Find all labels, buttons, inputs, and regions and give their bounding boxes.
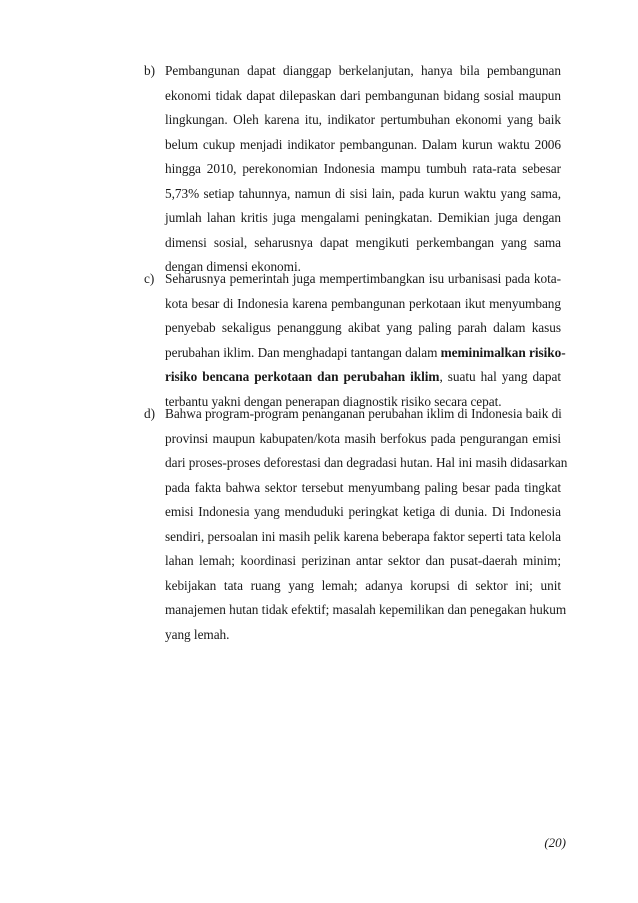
text-line: jumlah lahan kritis juga mengalami peningkatan. Demikian juga dengan (165, 210, 561, 225)
text-line: provinsi maupun kabupaten/kota masih berfokus pada pengurangan emisi (165, 430, 561, 446)
list-marker: b) (144, 63, 156, 78)
text-line: hingga 2010, perekonomian Indonesia mampu tumbuh rata-rata sebesar (165, 161, 561, 176)
text-line: pada fakta bahwa sektor tersebut menyumbang paling besar pada tingkat (165, 479, 561, 495)
text-line (165, 365, 561, 390)
text-line: dengan dimensi ekonomi. (165, 259, 301, 274)
page-number: (20) (544, 835, 566, 850)
text-line: dimensi sosial, seharusnya dapat mengikuti perkembangan yang sama (165, 234, 561, 250)
text-line: Pembangunan dapat dianggap berkelanjutan, hanya bila pembangunan (165, 63, 561, 78)
text-line: manajemen hutan tidak efektif; masalah kepemilikan dan penegakan hukum (165, 602, 567, 617)
text-line (165, 341, 566, 366)
text-line: lingkungan. Oleh karena itu, indikator pertumbuhan ekonomi yang baik (165, 112, 561, 127)
list-item-c (144, 267, 566, 414)
text-run: perubahan iklim. Dan menghadapi tantangan dalam (165, 344, 441, 360)
text-line: 5,73% setiap tahunnya, namun di sisi lain, pada kurun waktu yang sama, (165, 185, 561, 201)
text-run: , suatu hal yang dapat (439, 369, 561, 384)
text-line: terbantu yakni dengan penerapan diagnostik risiko secara cepat. (165, 393, 502, 409)
list-item-d (144, 402, 568, 647)
text-line: yang lemah. (165, 626, 230, 642)
text-line: Seharusnya pemerintah juga mempertimbangkan isu urbanisasi pada kota- (165, 271, 561, 286)
text-line: emisi Indonesia yang menduduki peringkat ketiga di dunia. Di Indonesia (165, 504, 561, 519)
list-marker: c) (144, 271, 155, 286)
text-line: kota besar di Indonesia karena pembangunan perkotaan ikut menyumbang (165, 295, 561, 311)
list-item-b (146, 59, 562, 280)
text-line: kebijakan tata ruang yang lemah; adanya korupsi di sektor ini; unit (165, 577, 561, 593)
text-line: penyebab sekaligus penanggung akibat yang paling parah dalam kasus (165, 320, 561, 335)
text-line: ekonomi tidak dapat dilepaskan dari pembangunan bidang sosial maupun (165, 87, 561, 103)
text-line: lahan lemah; koordinasi perizinan antar sektor dan pusat-daerah minim; (165, 553, 561, 568)
list-marker: d) (144, 406, 156, 421)
text-line: Bahwa program-program penanganan perubahan iklim di Indonesia baik di (165, 406, 562, 421)
bold-phrase: risiko bencana perkotaan dan perubahan iklim (165, 369, 440, 384)
text-line: sendiri, persoalan ini masih pelik karena beberapa faktor seperti tata kelola (165, 528, 561, 544)
text-line: belum cukup menjadi indikator pembangunan. Dalam kurun waktu 2006 (165, 136, 561, 152)
bold-phrase: meminimalkan risiko- (440, 344, 566, 360)
text-line: dari proses-proses deforestasi dan degradasi hutan. Hal ini masih didasarkan (165, 455, 568, 470)
